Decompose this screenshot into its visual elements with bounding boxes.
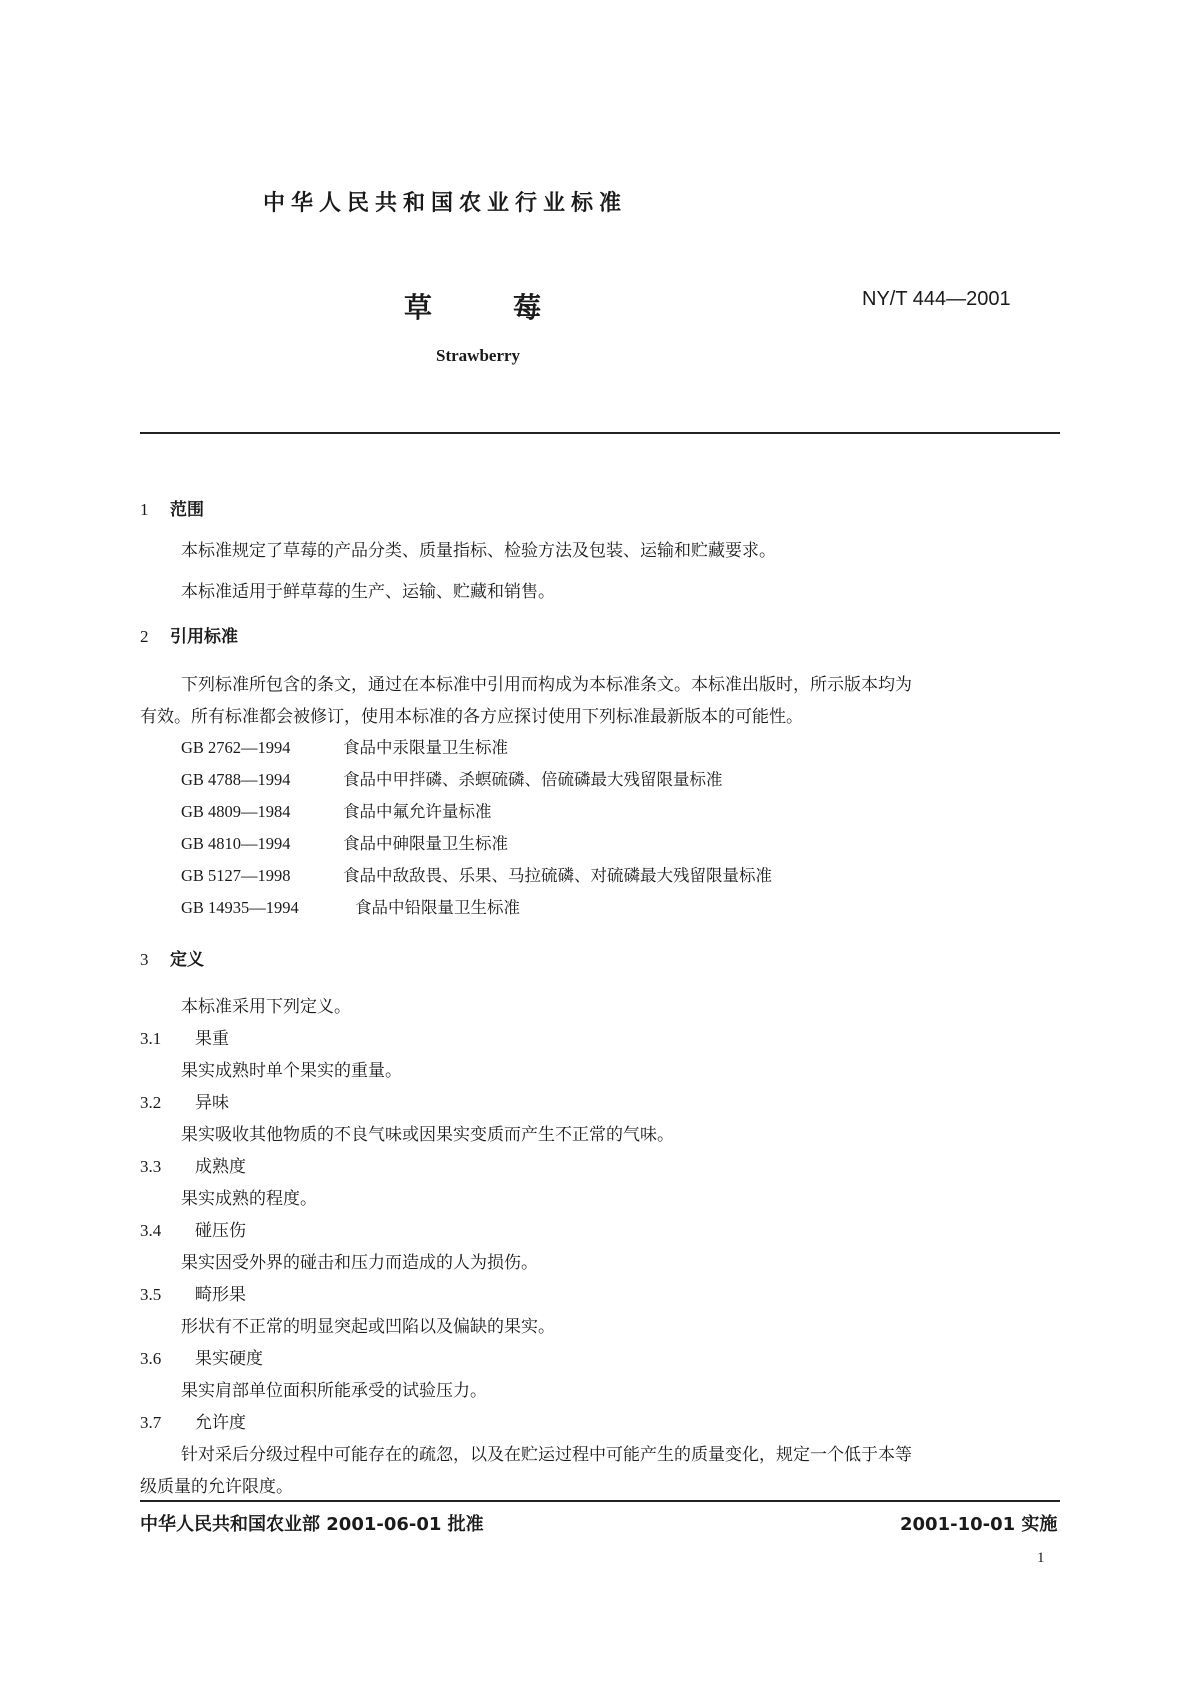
definition-description-line-2: 级质量的允许限度。 <box>140 1477 293 1497</box>
standard-code-ref: GB 5127—1998 <box>181 866 291 885</box>
referenced-standard <box>181 862 772 886</box>
section-2-paragraph-line-2: 有效。所有标准都会被修订，使用本标准的各方应探讨使用下列标准最新版本的可能性。 <box>140 707 803 727</box>
definition-description: 果实成熟时单个果实的重量。 <box>181 1061 402 1081</box>
definition-number: 3.2 <box>140 1093 162 1112</box>
standard-code-ref: GB 4809—1984 <box>181 802 291 821</box>
definition-number: 3.5 <box>140 1285 162 1304</box>
definition-description: 果实吸收其他物质的不良气味或因果实变质而产生不正常的气味。 <box>181 1125 674 1145</box>
definition-term <box>140 1024 229 1049</box>
english-title: Strawberry <box>436 346 521 365</box>
definition-number: 3.3 <box>140 1157 162 1176</box>
referenced-standard <box>181 766 723 790</box>
standard-name-ref: 食品中甲拌磷、杀螟硫磷、倍硫磷最大残留限量标准 <box>343 770 723 789</box>
section-3-number: 3 <box>140 950 149 969</box>
standard-name-ref: 食品中汞限量卫生标准 <box>343 738 508 757</box>
definition-term-text: 碰压伤 <box>195 1221 246 1241</box>
referenced-standard <box>181 734 508 758</box>
definition-term-text: 允许度 <box>195 1413 246 1433</box>
effective-date: 2001-10-01 实施 <box>900 1514 1058 1535</box>
definition-description: 果实成熟的程度。 <box>181 1189 317 1209</box>
definition-term-text: 果实硬度 <box>195 1349 263 1369</box>
section-1-number: 1 <box>140 500 149 519</box>
page-number: 1 <box>1037 1550 1045 1566</box>
definition-number: 3.4 <box>140 1221 162 1240</box>
definition-number: 3.7 <box>140 1413 162 1432</box>
title-char-2: 莓 <box>513 291 542 324</box>
section-2-number: 2 <box>140 627 149 646</box>
definition-term <box>140 1280 246 1305</box>
definition-number: 3.6 <box>140 1349 162 1368</box>
definition-term-text: 畸形果 <box>195 1285 246 1305</box>
referenced-standard <box>181 894 520 918</box>
referenced-standard <box>181 798 492 822</box>
header-divider <box>140 432 1060 434</box>
section-2-title: 引用标准 <box>170 627 238 647</box>
definition-term <box>140 1088 229 1113</box>
standard-code-ref: GB 4788—1994 <box>181 770 291 789</box>
definition-term <box>140 1408 246 1433</box>
standard-name-ref: 食品中氟允许量标准 <box>343 802 492 821</box>
definition-term-text: 异味 <box>195 1093 229 1113</box>
standard-name-ref: 食品中砷限量卫生标准 <box>343 834 508 853</box>
definition-term <box>140 1152 246 1177</box>
definition-description-line-1: 针对采后分级过程中可能存在的疏忽，以及在贮运过程中可能产生的质量变化，规定一个低于本等 <box>181 1445 912 1465</box>
definition-description: 形状有不正常的明显突起或凹陷以及偏缺的果实。 <box>181 1317 555 1337</box>
definition-term-text: 成熟度 <box>195 1157 246 1177</box>
section-1-heading <box>140 495 204 520</box>
footer-divider <box>140 1500 1060 1502</box>
section-1-paragraph-2: 本标准适用于鲜草莓的生产、运输、贮藏和销售。 <box>181 582 555 602</box>
definition-term <box>140 1344 263 1369</box>
standard-name-ref: 食品中敌敌畏、乐果、马拉硫磷、对硫磷最大残留限量标准 <box>343 866 772 885</box>
referenced-standard <box>181 830 508 854</box>
section-1-paragraph-1: 本标准规定了草莓的产品分类、质量指标、检验方法及包装、运输和贮藏要求。 <box>181 541 776 561</box>
title-char-1: 草 <box>404 291 433 324</box>
definition-term <box>140 1216 246 1241</box>
section-3-title: 定义 <box>170 950 204 970</box>
standard-code-ref: GB 4810—1994 <box>181 834 291 853</box>
standard-code-ref: GB 14935—1994 <box>181 898 299 917</box>
approval-date: 中华人民共和国农业部 2001-06-01 批准 <box>140 1514 484 1535</box>
standard-name-ref: 食品中铅限量卫生标准 <box>355 898 520 917</box>
section-3-intro: 本标准采用下列定义。 <box>181 997 351 1017</box>
standard-code: NY/T 444—2001 <box>862 288 1011 310</box>
section-3-heading <box>140 945 204 970</box>
definition-description: 果实因受外界的碰击和压力而造成的人为损伤。 <box>181 1253 538 1273</box>
definition-number: 3.1 <box>140 1029 162 1048</box>
issuing-organization: 中华人民共和国农业行业标准 <box>263 191 628 216</box>
section-2-heading <box>140 622 238 647</box>
section-1-title: 范围 <box>170 500 204 520</box>
definition-term-text: 果重 <box>195 1029 229 1049</box>
definition-description: 果实肩部单位面积所能承受的试验压力。 <box>181 1381 487 1401</box>
section-2-paragraph-line-1: 下列标准所包含的条文，通过在本标准中引用而构成为本标准条文。本标准出版时，所示版本均为 <box>181 675 912 695</box>
standard-code-ref: GB 2762—1994 <box>181 738 291 757</box>
